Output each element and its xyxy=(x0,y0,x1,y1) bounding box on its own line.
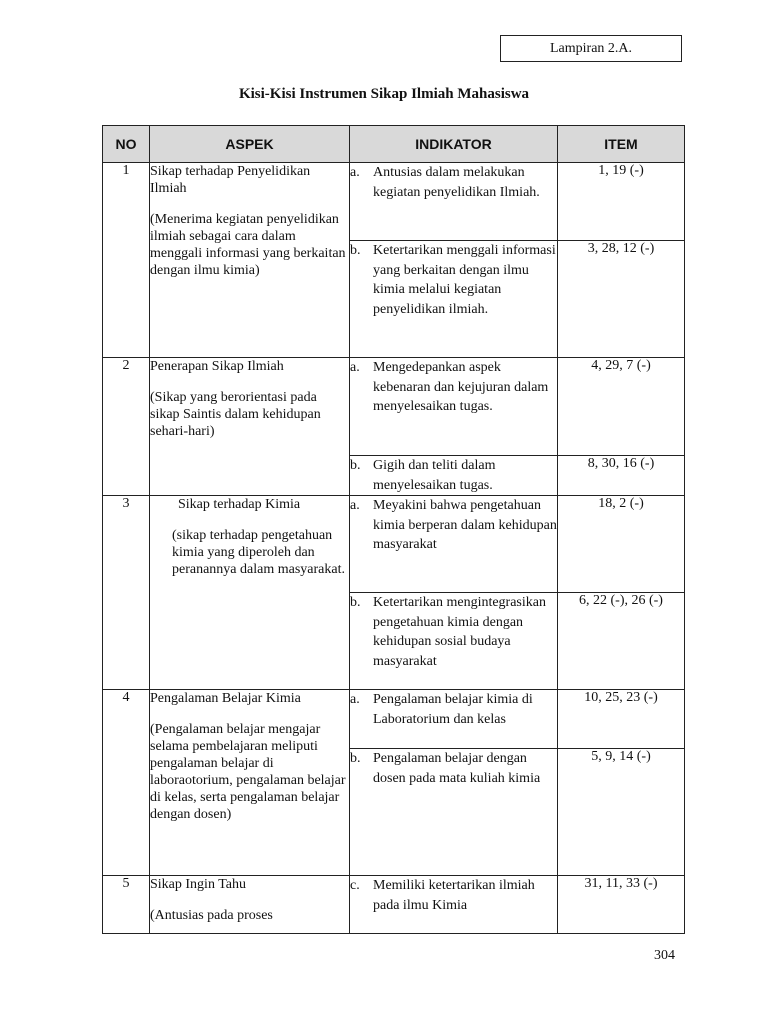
indikator-text: Ketertarikan mengintegrasikan pengetahuan kimia dengan kehidupan sosial budaya masyarakat xyxy=(373,595,546,669)
indikator-text: Meyakini bahwa pengetahuan kimia berperan dalam kehidupan masyarakat xyxy=(373,498,557,552)
aspek-title: Penerapan Sikap Ilmiah xyxy=(150,359,284,374)
indikator-cell xyxy=(350,163,558,241)
aspek-description: (Sikap yang berorientasi pada sikap Saintis dalam kehidupan sehari-hari) xyxy=(150,390,321,439)
table-row xyxy=(103,690,685,749)
aspek-title: Pengalaman Belajar Kimia xyxy=(150,691,301,706)
item-cell: 6, 22 (-), 26 (-) xyxy=(558,593,685,690)
indikator-letter: b. xyxy=(350,595,361,610)
item-cell: 18, 2 (-) xyxy=(558,496,685,593)
aspek-description: (Pengalaman belajar mengajar selama pembelajaran meliputi pengalaman belajar di laboraotorium, pengalaman belajar di kelas, serta pengalaman belajar dengan dosen) xyxy=(150,722,346,822)
indikator-cell xyxy=(350,690,558,749)
indikator-letter: a. xyxy=(350,498,360,513)
indikator-letter: a. xyxy=(350,165,360,180)
header-item: ITEM xyxy=(558,126,685,163)
header-indikator: INDIKATOR xyxy=(350,126,558,163)
indikator-text: Pengalaman belajar dengan dosen pada mata kuliah kimia xyxy=(373,751,541,786)
header-no: NO xyxy=(103,126,150,163)
item-cell: 4, 29, 7 (-) xyxy=(558,358,685,456)
item-cell: 5, 9, 14 (-) xyxy=(558,749,685,876)
indikator-text: Ketertarikan menggali informasi yang berkaitan dengan ilmu kimia melalui kegiatan penyelidikan ilmiah. xyxy=(373,243,556,317)
indikator-letter: b. xyxy=(350,458,361,473)
table-header-row xyxy=(103,126,685,163)
indikator-cell xyxy=(350,241,558,358)
aspek-cell xyxy=(150,876,350,934)
indikator-letter: a. xyxy=(350,360,360,375)
indikator-letter: a. xyxy=(350,692,360,707)
row-number: 4 xyxy=(103,690,150,876)
table-row xyxy=(103,358,685,456)
row-number: 5 xyxy=(103,876,150,934)
indikator-cell xyxy=(350,593,558,690)
indikator-cell xyxy=(350,456,558,496)
indikator-cell xyxy=(350,358,558,456)
table-row xyxy=(103,876,685,934)
item-cell: 8, 30, 16 (-) xyxy=(558,456,685,496)
row-number: 2 xyxy=(103,358,150,496)
kisi-kisi-table xyxy=(102,125,685,934)
indikator-letter: b. xyxy=(350,243,361,258)
indikator-letter: b. xyxy=(350,751,361,766)
table-row xyxy=(103,496,685,593)
item-cell: 10, 25, 23 (-) xyxy=(558,690,685,749)
indikator-cell xyxy=(350,496,558,593)
indikator-letter: c. xyxy=(350,878,360,893)
indikator-cell xyxy=(350,876,558,934)
item-cell: 3, 28, 12 (-) xyxy=(558,241,685,358)
aspek-cell xyxy=(150,163,350,358)
item-cell: 31, 11, 33 (-) xyxy=(558,876,685,934)
indikator-cell xyxy=(350,749,558,876)
aspek-cell xyxy=(150,358,350,496)
indikator-text: Antusias dalam melakukan kegiatan penyelidikan Ilmiah. xyxy=(373,165,540,200)
document-title: Kisi-Kisi Instrumen Sikap Ilmiah Mahasiswa xyxy=(238,86,530,102)
indikator-text: Mengedepankan aspek kebenaran dan kejujuran dalam menyelesaikan tugas. xyxy=(373,360,549,414)
aspek-description: (Menerima kegiatan penyelidikan ilmiah sebagai cara dalam menggali informasi yang berkaitan dengan ilmu kimia) xyxy=(150,212,346,278)
page-number: 304 xyxy=(654,948,675,963)
indikator-text: Memiliki ketertarikan ilmiah pada ilmu Kimia xyxy=(373,878,535,913)
aspek-cell xyxy=(150,496,350,690)
table-row xyxy=(103,163,685,241)
item-cell: 1, 19 (-) xyxy=(558,163,685,241)
row-number: 3 xyxy=(103,496,150,690)
aspek-title: Sikap terhadap Kimia xyxy=(178,497,301,512)
row-number: 1 xyxy=(103,163,150,358)
aspek-cell xyxy=(150,690,350,876)
lampiran-label: Lampiran 2.A. xyxy=(500,35,682,62)
indikator-text: Pengalaman belajar kimia di Laboratorium dan kelas xyxy=(373,692,533,727)
aspek-description: (sikap terhadap pengetahuan kimia yang diperoleh dan peranannya dalam masyarakat. xyxy=(172,528,345,577)
aspek-title: Sikap Ingin Tahu xyxy=(150,877,246,892)
indikator-text: Gigih dan teliti dalam menyelesaikan tugas. xyxy=(373,458,496,493)
header-aspek: ASPEK xyxy=(150,126,350,163)
aspek-description: (Antusias pada proses xyxy=(150,908,273,923)
aspek-title: Sikap terhadap Penyelidikan Ilmiah xyxy=(150,164,311,196)
